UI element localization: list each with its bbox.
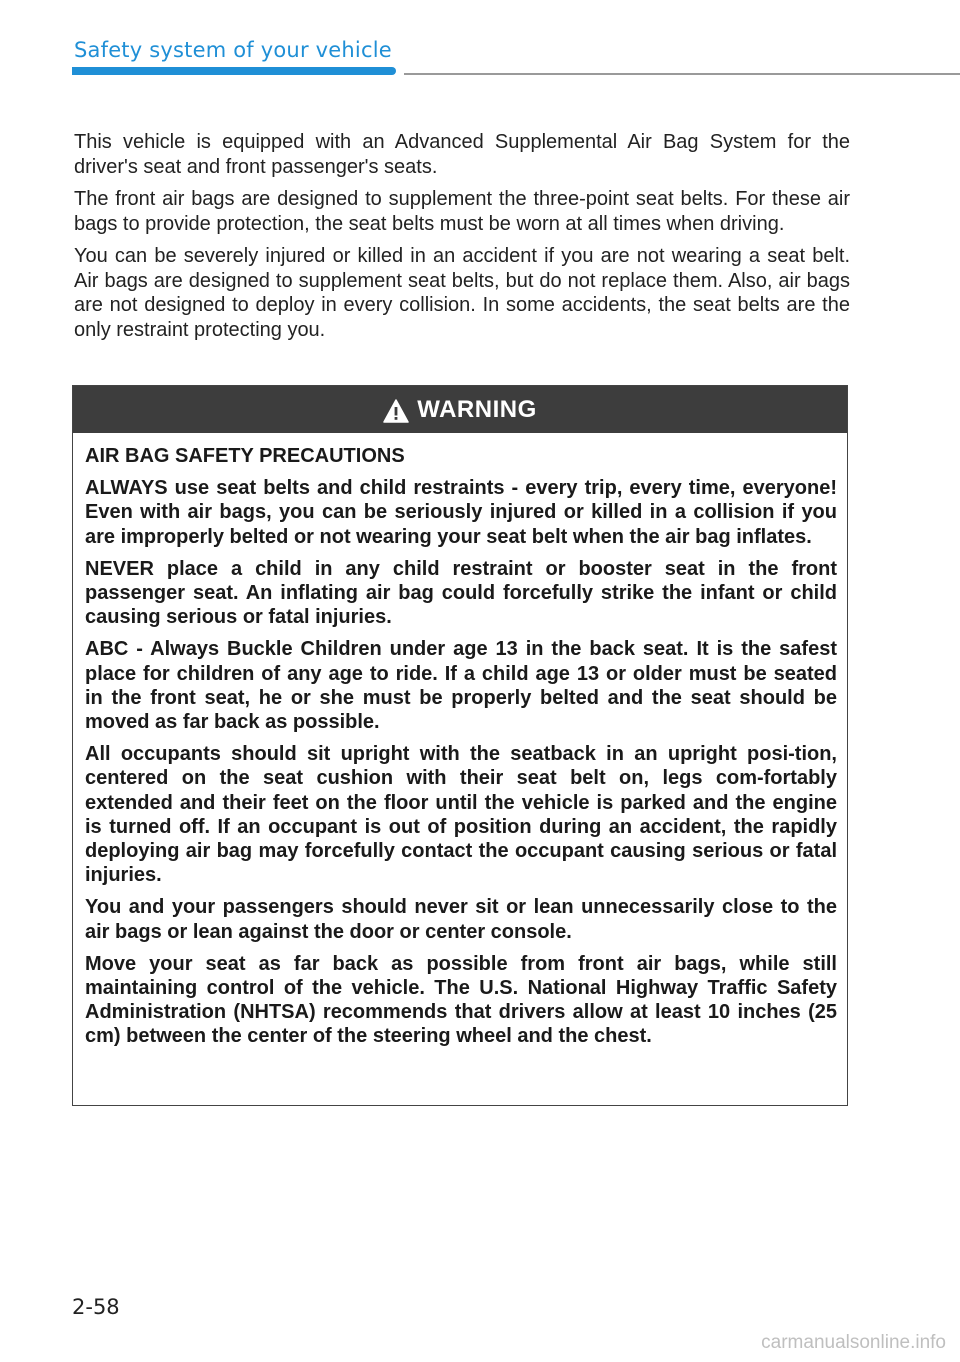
warning-body bbox=[73, 433, 847, 1049]
warning-heading: AIR BAG SAFETY PRECAUTIONS bbox=[85, 445, 405, 467]
intro-paragraph: You can be severely injured or killed in an accident if you are not wearing a seat belt. Air bags are designed to supplement seat belts, but do not replace them. Also, air bags are not designed to deploy in every collision. In some accidents, the seat belts are the only restraint protecting you. bbox=[74, 245, 850, 341]
header-divider bbox=[404, 73, 960, 75]
warning-paragraph: Move your seat as far back as possible from front air bags, while still maintaining control of the vehicle. The U.S. National Highway Traffic Safety Administration (NHTSA) recommends that drivers allow at least 10 inches (25 cm) between the center of the steering wheel and the chest. bbox=[85, 952, 837, 1048]
intro-paragraph: The front air bags are designed to supplement the three-point seat belts. For these air bags to provide protection, the seat belts must be worn at all times when driving. bbox=[74, 188, 850, 235]
intro-paragraph: This vehicle is equipped with an Advanced Supplemental Air Bag System for the driver's seat and front passenger's seats. bbox=[74, 131, 850, 178]
section-title-accent-bar bbox=[72, 67, 396, 75]
warning-box bbox=[72, 385, 848, 1106]
page-number: 2-58 bbox=[72, 1295, 120, 1319]
warning-paragraph: ABC - Always Buckle Children under age 13 in the back seat. It is the safest place for children of any age to ride. If a child age 13 or older must be seated in the front seat, he or she must be properly belted and the seat should be moved as far back as possible. bbox=[85, 638, 837, 734]
intro-text bbox=[74, 130, 850, 350]
section-title: Safety system of your vehicle bbox=[74, 38, 392, 62]
warning-paragraph: You and your passengers should never sit or lean unnecessarily close to the air bags or lean against the door or center console. bbox=[85, 896, 837, 943]
warning-triangle-icon bbox=[383, 399, 409, 423]
warning-banner bbox=[73, 386, 847, 433]
watermark: carmanualsonline.info bbox=[761, 1332, 946, 1353]
warning-paragraph: NEVER place a child in any child restraint or booster seat in the front passenger seat. An inflating air bag could forcefully strike the infant or child causing serious or fatal injuries. bbox=[85, 557, 837, 629]
warning-paragraph: All occupants should sit upright with the seatback in an upright posi-tion, centered on the seat cushion with their seat belt on, legs com-fortably extended and their feet on the floor until the vehicle is parked and the engine is turned off. If an occupant is out of position during an accident, the rapidly deploying air bag may forcefully contact the occupant causing serious or fatal injuries. bbox=[85, 743, 837, 887]
warning-label: WARNING bbox=[417, 395, 537, 423]
warning-paragraph: ALWAYS use seat belts and child restraints - every trip, every time, everyone! Even with air bags, you can be seriously injured or killed in a collision if you are improperly belted or not wearing your seat belt when the air bag inflates. bbox=[85, 477, 837, 548]
